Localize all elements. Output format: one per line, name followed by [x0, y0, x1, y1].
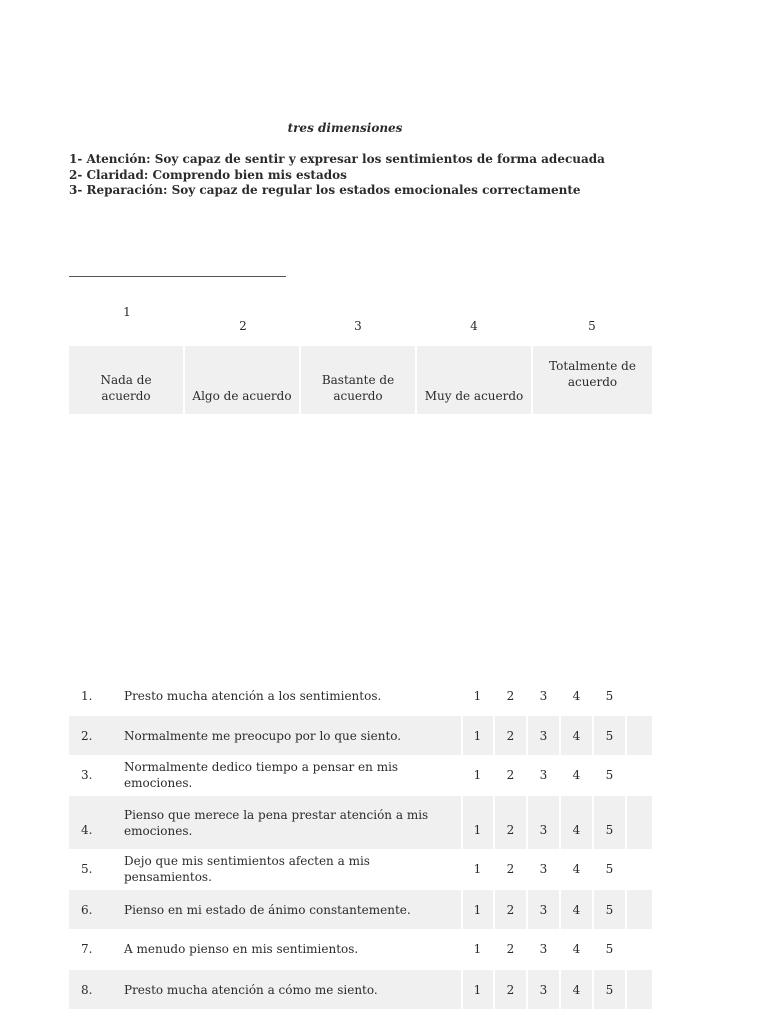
option-5[interactable]: 5 [605, 982, 614, 997]
option-3[interactable]: 3 [539, 861, 548, 876]
option-2[interactable]: 2 [506, 861, 515, 876]
dimension-clarity: 2- Claridad: Comprendo bien mis estados [69, 167, 347, 182]
option-3[interactable]: 3 [539, 941, 548, 956]
item-number: 4. [81, 823, 93, 837]
option-2[interactable]: 2 [506, 902, 515, 917]
item-text: Dejo que mis sentimientos afecten a mis pensamientos. [124, 853, 370, 884]
dimension-repair: 3- Reparación: Soy capaz de regular los estados emocionales correctamente [69, 183, 581, 197]
table-row [69, 676, 652, 715]
option-4[interactable]: 4 [572, 728, 581, 743]
item-number: 7. [81, 941, 93, 956]
option-3[interactable]: 3 [539, 728, 548, 743]
option-2[interactable]: 2 [506, 767, 515, 782]
table-row [69, 970, 652, 1009]
option-3[interactable]: 3 [539, 767, 548, 782]
option-1[interactable]: 1 [473, 982, 482, 997]
option-5[interactable]: 5 [605, 688, 614, 703]
option-5[interactable]: 5 [605, 728, 614, 743]
option-1[interactable]: 1 [473, 767, 482, 782]
option-2[interactable]: 2 [506, 728, 515, 743]
table-row [69, 890, 652, 929]
table-row [69, 796, 652, 849]
scale-label: Bastante de acuerdo [301, 346, 415, 414]
item-text: Pienso en mi estado de ánimo constantemente. [124, 902, 411, 917]
option-2[interactable]: 2 [506, 982, 515, 997]
item-text: Normalmente dedico tiempo a pensar en mis emociones. [124, 759, 399, 790]
item-number: 8. [81, 982, 93, 997]
item-number: 3. [81, 767, 93, 782]
scale-label: Muy de acuerdo [417, 346, 531, 414]
dimensions-list [69, 152, 605, 199]
option-5[interactable]: 5 [605, 767, 614, 782]
scale-label: Totalmente de acuerdo [533, 346, 652, 414]
item-text: Normalmente me preocupo por lo que siento. [124, 728, 402, 743]
scale-number: 2 [239, 319, 247, 333]
option-2[interactable]: 2 [506, 688, 515, 703]
option-4[interactable]: 4 [572, 767, 581, 782]
divider-line [69, 276, 286, 277]
option-3[interactable]: 3 [539, 688, 548, 703]
option-1[interactable]: 1 [473, 728, 482, 743]
option-4[interactable]: 4 [572, 823, 581, 837]
option-2[interactable]: 2 [506, 941, 515, 956]
option-3[interactable]: 3 [539, 902, 548, 917]
table-row [69, 755, 652, 794]
option-4[interactable]: 4 [572, 861, 581, 876]
option-5[interactable]: 5 [605, 861, 614, 876]
scale-legend-table [69, 346, 652, 414]
item-text: Presto mucha atención a cómo me siento. [124, 982, 378, 997]
item-number: 2. [81, 728, 93, 743]
scale-number: 4 [470, 319, 478, 333]
item-number: 1. [81, 688, 93, 703]
option-4[interactable]: 4 [572, 941, 581, 956]
dimension-attention: 1- Atención: Soy capaz de sentir y expresar los sentimientos de forma adecuada [69, 152, 605, 166]
scale-number: 3 [354, 319, 362, 333]
scale-label: Algo de acuerdo [185, 346, 299, 414]
option-4[interactable]: 4 [572, 688, 581, 703]
table-row [69, 716, 652, 755]
scale-number: 5 [588, 319, 596, 333]
option-3[interactable]: 3 [539, 982, 548, 997]
item-number: 6. [81, 902, 93, 917]
option-1[interactable]: 1 [473, 941, 482, 956]
table-row [69, 849, 652, 888]
option-4[interactable]: 4 [572, 982, 581, 997]
table-row [69, 929, 652, 968]
questionnaire-items [69, 676, 652, 1009]
option-5[interactable]: 5 [605, 823, 614, 837]
option-5[interactable]: 5 [605, 902, 614, 917]
option-4[interactable]: 4 [572, 902, 581, 917]
option-1[interactable]: 1 [473, 688, 482, 703]
section-heading: tres dimensiones [287, 121, 403, 135]
option-5[interactable]: 5 [605, 941, 614, 956]
option-1[interactable]: 1 [473, 861, 482, 876]
item-text: Pienso que merece la pena prestar atención a mis emociones. [124, 807, 429, 838]
item-text: Presto mucha atención a los sentimientos. [124, 688, 382, 703]
option-1[interactable]: 1 [473, 823, 482, 837]
item-text: A menudo pienso en mis sentimientos. [124, 941, 359, 956]
item-number: 5. [81, 861, 93, 876]
option-2[interactable]: 2 [506, 823, 515, 837]
option-1[interactable]: 1 [473, 902, 482, 917]
scale-label: Nada de acuerdo [69, 346, 183, 414]
scale-number: 1 [123, 305, 131, 319]
option-3[interactable]: 3 [539, 823, 548, 837]
